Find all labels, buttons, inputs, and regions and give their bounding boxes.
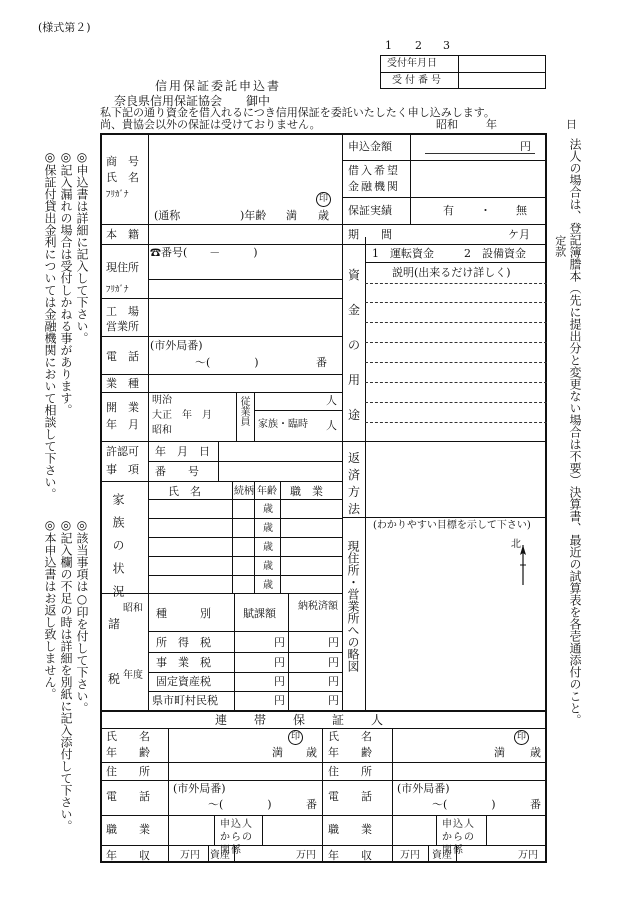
tax-yen-3b: 円 xyxy=(328,675,339,688)
guarantor2-assets-label: 資産 xyxy=(432,850,452,861)
guarantor1-address-label: 住 所 xyxy=(106,765,150,778)
guarantor1-assets-label: 資産 xyxy=(210,850,230,861)
guarantor2-income-label: 年 収 xyxy=(328,849,372,862)
era-taisho: 大正 年 月 xyxy=(152,410,212,421)
office-label: 営業所 xyxy=(106,320,139,333)
reception-number-2: 2 xyxy=(415,39,422,52)
guarantor1-area-code: (市外局番) xyxy=(173,782,226,795)
family-header-relation: 続柄 xyxy=(234,486,254,497)
form-title: 信用保証委託申込書 xyxy=(155,79,282,93)
left-note-2: ◎記入漏れの場合は受付しかねる事があります。 xyxy=(59,150,73,416)
period-label: 期 間 xyxy=(348,228,392,241)
employees-unit: 人 xyxy=(326,394,337,407)
factory-label: 工 場 xyxy=(106,305,139,318)
fund-use-field[interactable] xyxy=(367,284,545,439)
alias-label: (通称 xyxy=(154,209,181,222)
map-label: 現住所・営業所への略図 xyxy=(346,540,360,672)
track-no[interactable]: 無 xyxy=(516,204,527,217)
family-header-name: 氏 名 xyxy=(168,485,201,498)
opened-label: 開 業 xyxy=(106,401,139,414)
intro-line-2: 尚、貴協会以外の保証は受けておりません。 xyxy=(100,118,321,131)
amount-label: 申込金額 xyxy=(348,140,392,153)
guarantor2-name-field[interactable] xyxy=(394,731,504,759)
phone-format: ～( ) xyxy=(195,356,259,369)
guarantor1-age-full: 満 xyxy=(272,746,283,759)
tax-fiscal-year-label: 年度 xyxy=(123,670,143,681)
applicant-name-field[interactable] xyxy=(150,136,338,200)
left-note-5: ◎記入欄の不足の時は詳細を別紙に記入添付して下さい。 xyxy=(59,518,73,832)
guarantor2-income-unit: 万円 xyxy=(400,850,420,861)
guarantor2-address-field[interactable] xyxy=(394,764,544,778)
tax-yen-1b: 円 xyxy=(328,636,339,649)
left-note-6: ◎該当事項は○印を付して下さい。 xyxy=(75,518,89,714)
fund-explanation-label: 説明(出来るだけ詳しく) xyxy=(392,266,511,279)
guarantor1-seal: 印 xyxy=(288,730,303,745)
bank-field[interactable] xyxy=(414,163,544,194)
permit-label-1: 許認可 xyxy=(106,445,139,458)
address-furigana-label: ﾌﾘｶﾞﾅ xyxy=(106,285,129,295)
right-note-label: 定款 xyxy=(553,235,567,257)
trade-name-label: 商 号 xyxy=(106,155,139,168)
fund-equipment-capital[interactable]: 2 設備資金 xyxy=(464,247,526,260)
tax-yen-3a: 円 xyxy=(274,675,285,688)
factory-office-field[interactable] xyxy=(150,301,338,333)
family-age-unit-4: 歳 xyxy=(263,561,273,572)
tax-header-type: 種 別 xyxy=(156,607,211,620)
family-age-unit-1: 歳 xyxy=(263,504,273,515)
bank-label-2: 金融機関 xyxy=(348,180,400,193)
reception-number-label: 受付番号 xyxy=(392,75,444,86)
tax-label-2: 税 xyxy=(108,672,121,686)
date-era: 昭和 xyxy=(436,118,458,131)
guarantor1-income-unit: 万円 xyxy=(180,850,200,861)
permit-date-label: 年 月 日 xyxy=(155,445,210,458)
tax-yen-4b: 円 xyxy=(328,694,339,707)
tax-showa-label: 昭和 xyxy=(123,603,143,614)
guarantor2-area-code: (市外局番) xyxy=(397,782,450,795)
phone-label: 電 話 xyxy=(106,350,139,363)
furigana-label: ﾌﾘｶﾞﾅ xyxy=(106,190,129,200)
tax-yen-2a: 円 xyxy=(274,656,285,669)
phone-ban: 番 xyxy=(316,356,327,369)
tax-yen-1a: 円 xyxy=(274,636,285,649)
addressee: 奈良県信用保証協会 御中 xyxy=(114,94,271,108)
age-full-label: 満 xyxy=(286,209,297,222)
guarantor1-name-label: 氏 名 xyxy=(106,730,150,743)
guarantor-title: 連 帯 保 証 人 xyxy=(215,713,385,727)
permit-number-label: 番 号 xyxy=(155,465,199,478)
reception-date-field[interactable] xyxy=(460,57,544,70)
employees-label: 従業員 xyxy=(238,396,249,426)
period-unit: ケ月 xyxy=(508,228,530,241)
guarantor2-relation-label: 申込人からの関係 xyxy=(442,819,475,856)
business-type-label: 業 種 xyxy=(106,377,139,390)
opened-year-month-label: 年 月 xyxy=(106,418,139,431)
phone-number-label: ☎番号( － ) xyxy=(150,246,258,259)
domicile-label: 本 籍 xyxy=(106,228,139,241)
family-section-label: 家族の状況 xyxy=(111,493,125,608)
reception-number-3: 3 xyxy=(443,39,450,52)
left-note-4: ◎本申込書はお返し致しません。 xyxy=(43,518,57,700)
date-year: 年 xyxy=(486,118,497,131)
bank-label-1: 借入希望 xyxy=(348,164,400,177)
area-code-label: (市外局番) xyxy=(150,339,203,352)
guarantor2-age-full: 満 xyxy=(494,746,505,759)
guarantor2-address-label: 住 所 xyxy=(328,765,372,778)
family-age-unit-2: 歳 xyxy=(263,523,273,534)
guarantor1-relation-label: 申込人からの関係 xyxy=(220,819,253,856)
left-note-1: ◎保証付貸出金利については金融機関において相談して下さい。 xyxy=(43,150,57,500)
business-type-field[interactable] xyxy=(150,377,338,390)
tax-header-assessed: 賦課額 xyxy=(243,607,276,620)
guarantor1-phone-format: ～( ) xyxy=(208,798,272,811)
guarantor1-phone-label: 電 話 xyxy=(106,790,150,803)
track-yes[interactable]: 有 xyxy=(443,204,454,217)
right-note: 法人の場合は、登記簿謄本（先に提出分と変更ない場合は不要）決算書、最近の試算表を各壱通添付のこと。 xyxy=(568,138,582,726)
name-label: 氏 名 xyxy=(106,171,139,184)
guarantor1-income-label: 年 収 xyxy=(106,849,150,862)
age-label: )年齢 xyxy=(240,209,267,222)
era-meiji: 明治 xyxy=(152,395,172,406)
amount-field[interactable] xyxy=(414,136,518,156)
tax-yen-2b: 円 xyxy=(328,656,339,669)
guarantor2-phone-format: ～( ) xyxy=(432,798,496,811)
tax-business: 事 業 税 xyxy=(156,656,211,669)
guarantor2-assets-unit: 万円 xyxy=(518,850,538,861)
tax-header-paid: 納税済額 xyxy=(298,601,338,612)
date-day: 日 xyxy=(566,118,577,131)
guarantor2-age-unit: 歳 xyxy=(530,746,541,759)
tax-resident: 県市町村民税 xyxy=(152,694,218,707)
tax-yen-4a: 円 xyxy=(274,694,285,707)
reception-date-label: 受付年月日 xyxy=(387,58,437,69)
form-number: (様式第２) xyxy=(38,21,91,34)
family-header-age: 年齢 xyxy=(257,486,277,497)
guarantor2-job-label: 職 業 xyxy=(328,823,372,836)
guarantor1-age-unit: 歳 xyxy=(306,746,317,759)
domicile-field[interactable] xyxy=(150,227,338,241)
age-unit: 歳 xyxy=(318,209,329,222)
tax-label-1: 諸 xyxy=(108,617,121,631)
family-temp-unit: 人 xyxy=(326,419,337,432)
reception-number-1: 1 xyxy=(385,39,392,52)
repayment-field[interactable] xyxy=(367,444,545,515)
family-temp-label: 家族・臨時 xyxy=(258,419,308,430)
amount-unit: 円 xyxy=(520,140,531,153)
address-field[interactable] xyxy=(150,262,338,276)
guarantor2-phone-ban: 番 xyxy=(530,798,541,811)
map-field[interactable] xyxy=(367,535,545,707)
guarantor1-phone-ban: 番 xyxy=(306,798,317,811)
reception-number-field[interactable] xyxy=(460,74,544,87)
guarantor2-age-label: 年 齢 xyxy=(328,746,372,759)
tax-property: 固定資産税 xyxy=(156,675,211,688)
guarantor1-job-label: 職 業 xyxy=(106,823,150,836)
intro-line-1: 私下記の通り資金を借入れるにつき信用保証を委託いたしたく申し込みします。 xyxy=(100,106,495,119)
guarantor2-seal: 印 xyxy=(514,730,529,745)
guarantor1-age-label: 年 齢 xyxy=(106,746,150,759)
track-dot: ・ xyxy=(480,204,491,217)
era-showa: 昭和 xyxy=(152,425,172,436)
track-record-label: 保証実績 xyxy=(348,204,392,217)
left-note-3: ◎申込書は詳細に記入して下さい。 xyxy=(75,150,89,344)
period-field[interactable] xyxy=(420,227,504,241)
family-age-unit-5: 歳 xyxy=(263,580,273,591)
guarantor1-address-field[interactable] xyxy=(170,764,320,778)
address-label: 現住所 xyxy=(106,261,139,274)
tax-income: 所 得 税 xyxy=(156,636,211,649)
guarantor1-assets-unit: 万円 xyxy=(296,850,316,861)
fund-working-capital[interactable]: 1 運転資金 xyxy=(372,247,434,260)
guarantor2-phone-label: 電 話 xyxy=(328,790,372,803)
guarantor2-name-label: 氏 名 xyxy=(328,730,372,743)
seal-mark: 印 xyxy=(316,192,331,207)
family-age-unit-3: 歳 xyxy=(263,542,273,553)
north-label: 北 xyxy=(511,539,521,550)
guarantor1-name-field[interactable] xyxy=(170,731,280,759)
map-note: (わかりやすい目標を示して下さい) xyxy=(373,520,531,531)
permit-label-2: 事 項 xyxy=(106,463,139,476)
family-header-job: 職 業 xyxy=(290,485,323,498)
